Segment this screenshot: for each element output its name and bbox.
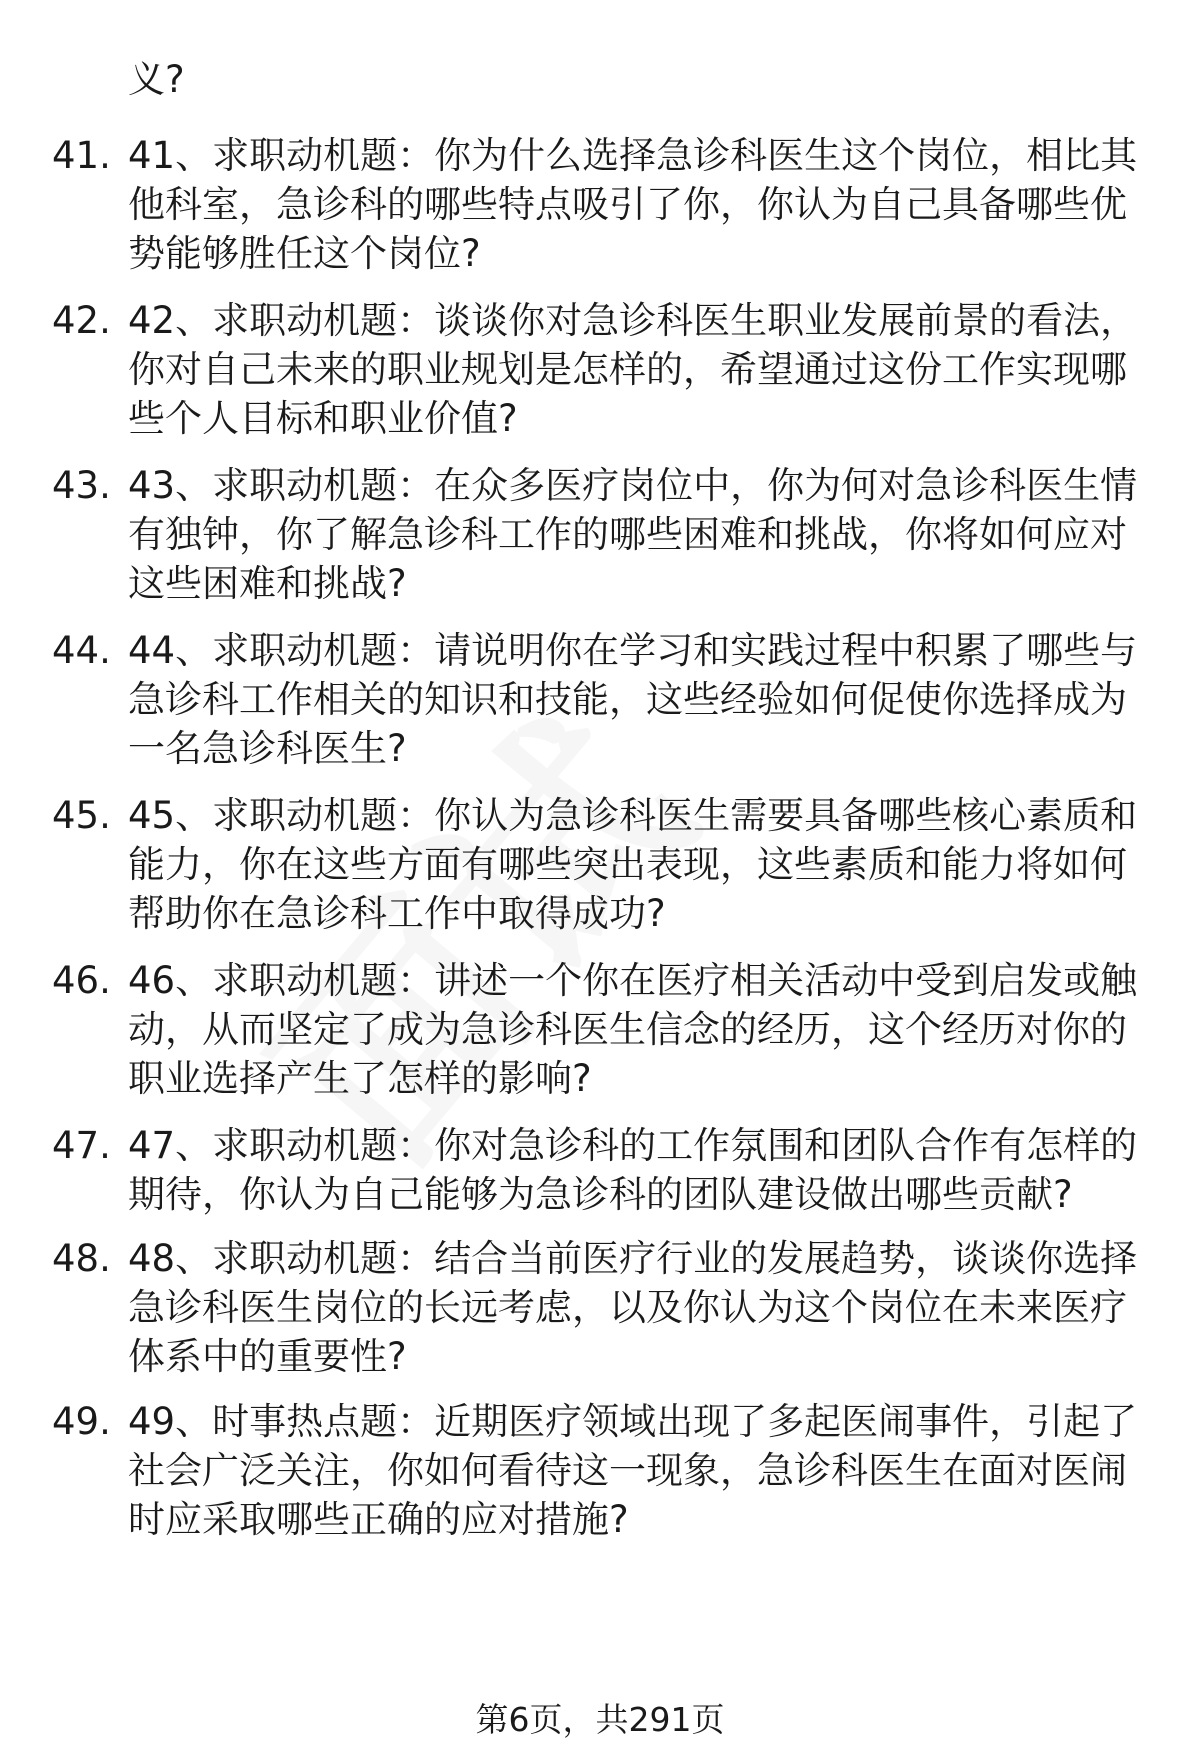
continuation-text: 义? bbox=[128, 58, 185, 101]
question-text: 44、求职动机题：请说明你在学习和实践过程中积累了哪些与急诊科工作相关的知识和技能，这些经验如何促使你选择成为一名急诊科医生? bbox=[128, 629, 1138, 770]
question-text: 47、求职动机题：你对急诊科的工作氛围和团队合作有怎样的期待，你认为自己能够为急诊科的团队建设做出哪些贡献? bbox=[128, 1124, 1138, 1216]
question-text: 41、求职动机题：你为什么选择急诊科医生这个岗位，相比其他科室，急诊科的哪些特点吸引了你，你认为自己具备哪些优势能够胜任这个岗位? bbox=[128, 134, 1138, 275]
question-text: 43、求职动机题：在众多医疗岗位中，你为何对急诊科医生情有独钟，你了解急诊科工作的哪些困难和挑战，你将如何应对这些困难和挑战? bbox=[128, 464, 1138, 605]
question-text: 45、求职动机题：你认为急诊科医生需要具备哪些核心素质和能力，你在这些方面有哪些突出表现，这些素质和能力将如何帮助你在急诊科工作中取得成功? bbox=[128, 794, 1138, 935]
question-text: 48、求职动机题：结合当前医疗行业的发展趋势，谈谈你选择急诊科医生岗位的长远考虑，以及你认为这个岗位在未来医疗体系中的重要性? bbox=[128, 1237, 1138, 1378]
question-number: 45. bbox=[52, 794, 111, 837]
question-text: 49、时事热点题：近期医疗领域出现了多起医闹事件，引起了社会广泛关注，你如何看待这一现象，急诊科医生在面对医闹时应采取哪些正确的应对措施? bbox=[128, 1400, 1138, 1541]
question-text: 42、求职动机题：谈谈你对急诊科医生职业发展前景的看法，你对自己未来的职业规划是怎样的，希望通过这份工作实现哪些个人目标和职业价值? bbox=[128, 299, 1138, 440]
question-number: 41. bbox=[52, 134, 111, 177]
question-number: 44. bbox=[52, 629, 111, 672]
question-text: 46、求职动机题：讲述一个你在医疗相关活动中受到启发或触动，从而坚定了成为急诊科医生信念的经历，这个经历对你的职业选择产生了怎样的影响? bbox=[128, 959, 1138, 1100]
page-footer: 第6页，共291页 bbox=[475, 1700, 725, 1739]
question-number: 47. bbox=[52, 1124, 111, 1167]
question-number: 42. bbox=[52, 299, 111, 342]
question-number: 48. bbox=[52, 1237, 111, 1280]
question-number: 43. bbox=[52, 464, 111, 507]
question-number: 46. bbox=[52, 959, 111, 1002]
question-number: 49. bbox=[52, 1400, 111, 1443]
